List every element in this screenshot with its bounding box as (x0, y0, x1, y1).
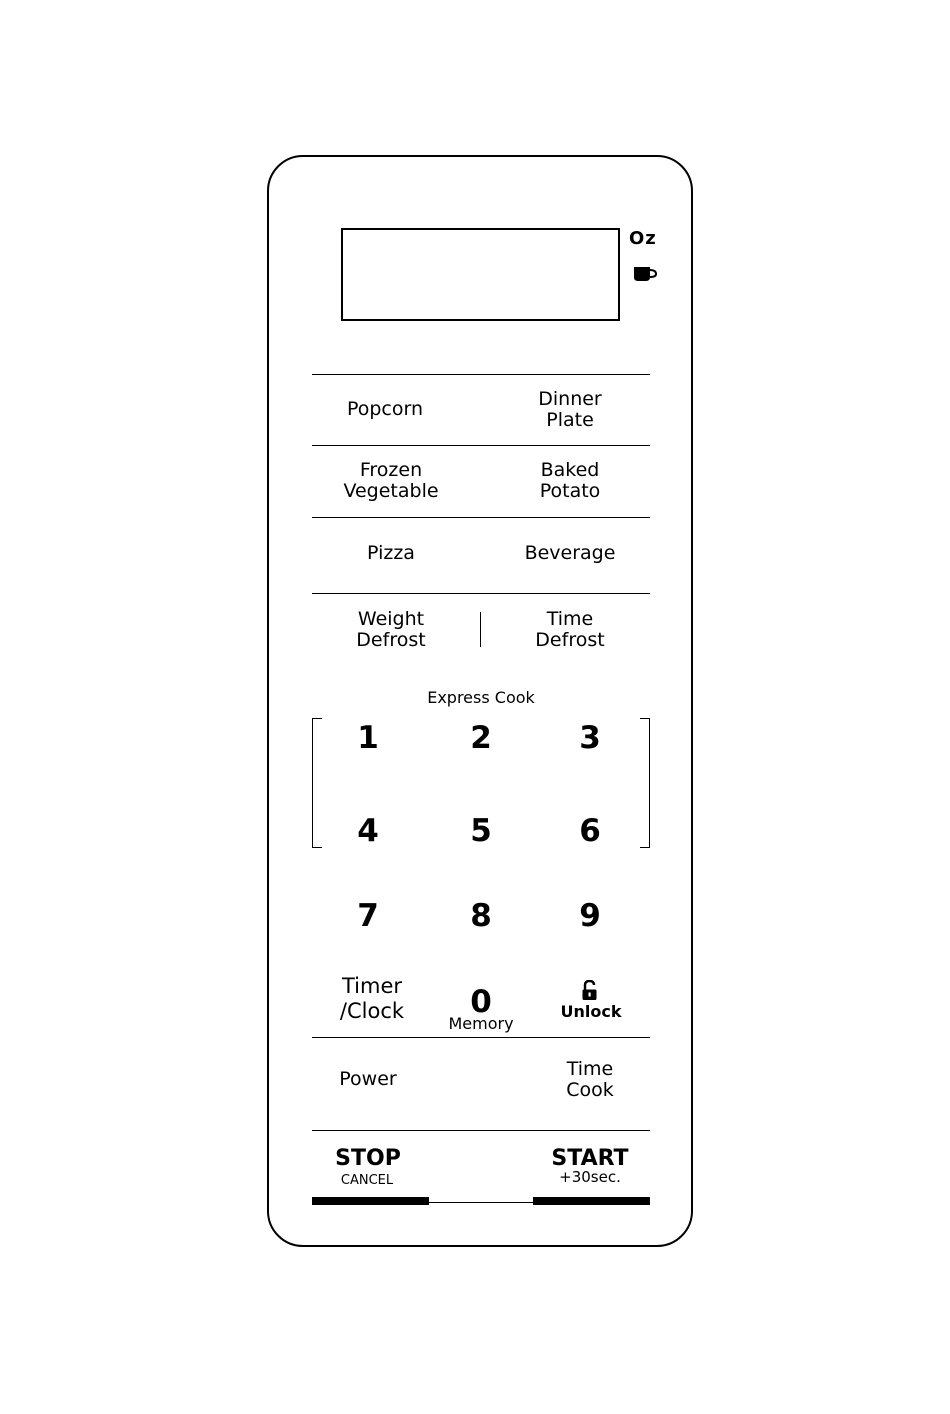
stop-bar (312, 1197, 429, 1205)
divider (312, 445, 650, 446)
key-4[interactable]: 4 (357, 813, 379, 849)
oz-indicator: Oz (629, 228, 657, 249)
divider (312, 1130, 650, 1131)
express-cook-label: Express Cook (427, 688, 535, 707)
key-7[interactable]: 7 (357, 898, 379, 934)
key-8[interactable]: 8 (470, 898, 492, 934)
memory-label: Memory (448, 1014, 514, 1033)
popcorn-button[interactable]: Popcorn (346, 398, 424, 420)
key-3[interactable]: 3 (579, 720, 601, 756)
unlock-icon (581, 980, 599, 1001)
display-screen (341, 228, 620, 321)
time-defrost-button[interactable]: Time Defrost (535, 608, 605, 651)
divider (312, 517, 650, 518)
key-5[interactable]: 5 (470, 813, 492, 849)
divider (480, 612, 481, 647)
plus-30sec-label: +30sec. (559, 1168, 621, 1186)
timer-clock-button[interactable]: Timer /Clock (339, 974, 405, 1023)
key-0[interactable]: 0 (470, 984, 492, 1020)
key-6[interactable]: 6 (579, 813, 601, 849)
stop-button[interactable]: STOP (335, 1146, 401, 1171)
divider (429, 1202, 533, 1203)
pizza-button[interactable]: Pizza (367, 542, 415, 564)
cancel-label: CANCEL (340, 1173, 394, 1188)
start-bar (533, 1197, 650, 1205)
express-cook-bracket-left (312, 718, 322, 848)
frozen-vegetable-button[interactable]: Frozen Vegetable (343, 459, 439, 502)
express-cook-bracket-right (640, 718, 650, 848)
start-button[interactable]: START (551, 1146, 629, 1171)
key-1[interactable]: 1 (357, 720, 379, 756)
divider (312, 374, 650, 375)
weight-defrost-button[interactable]: Weight Defrost (356, 608, 426, 651)
divider (312, 593, 650, 594)
power-button[interactable]: Power (339, 1068, 397, 1090)
key-2[interactable]: 2 (470, 720, 492, 756)
unlock-button[interactable]: Unlock (560, 1002, 622, 1021)
dinner-plate-button[interactable]: Dinner Plate (538, 388, 602, 431)
time-cook-button[interactable]: Time Cook (566, 1058, 614, 1101)
divider (312, 1037, 650, 1038)
cup-icon (632, 265, 658, 283)
beverage-button[interactable]: Beverage (524, 542, 616, 564)
key-9[interactable]: 9 (579, 898, 601, 934)
baked-potato-button[interactable]: Baked Potato (539, 459, 601, 502)
